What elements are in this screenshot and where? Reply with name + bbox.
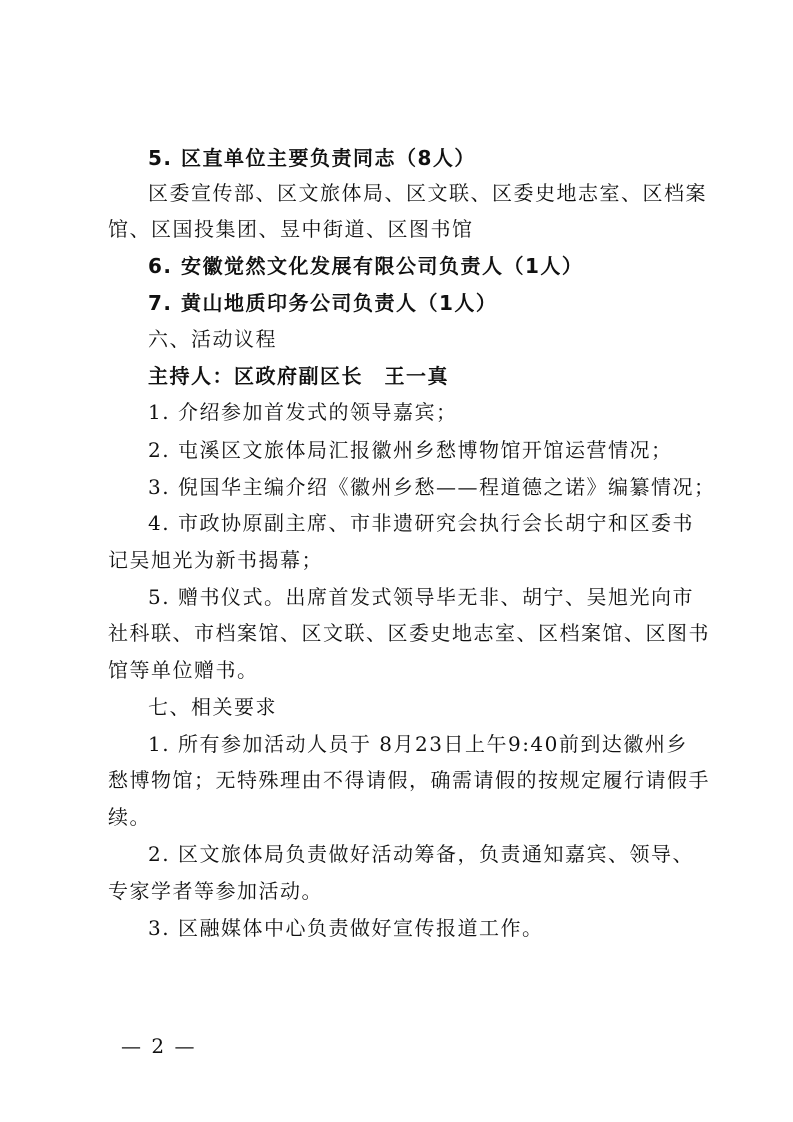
agenda-heading: 六、活动议程 xyxy=(148,327,277,351)
page-number: — 2 — xyxy=(121,1034,197,1058)
agenda-item-5-line-2: 社科联、市档案馆、区文联、区委史地志室、区档案馆、区图书 xyxy=(108,621,710,645)
requirement-1-line-3: 续。 xyxy=(108,805,151,829)
agenda-item-3: 3. 倪国华主编介绍《徽州乡愁——程道德之诺》编纂情况； xyxy=(148,475,716,499)
section-7-heading: 7. 黄山地质印务公司负责人（1人） xyxy=(148,291,498,315)
agenda-item-1: 1. 介绍参加首发式的领导嘉宾； xyxy=(148,400,458,424)
requirement-1-line-1: 1. 所有参加活动人员于 8月23日上午9:40前到达徽州乡 xyxy=(148,732,688,756)
requirement-2-line-2: 专家学者等参加活动。 xyxy=(108,879,323,903)
requirements-heading: 七、相关要求 xyxy=(148,695,277,719)
section-6-heading: 6. 安徽觉然文化发展有限公司负责人（1人） xyxy=(148,254,584,278)
requirement-2-line-1: 2. 区文旅体局负责做好活动筹备，负责通知嘉宾、领导、 xyxy=(148,842,694,866)
host-line: 主持人：区政府副区长 王一真 xyxy=(148,364,449,388)
agenda-item-4-line-2: 记吴旭光为新书揭幕； xyxy=(108,548,323,572)
requirement-3: 3. 区融媒体中心负责做好宣传报道工作。 xyxy=(148,916,544,940)
agenda-item-4-line-1: 4. 市政协原副主席、市非遗研究会执行会长胡宁和区委书 xyxy=(148,511,694,535)
agenda-item-5-line-1: 5. 赠书仪式。出席首发式领导毕无非、胡宁、吴旭光向市 xyxy=(148,585,694,609)
section-5-body-line-2: 馆、区国投集团、昱中街道、区图书馆 xyxy=(108,217,474,241)
section-5-body-line-1: 区委宣传部、区文旅体局、区文联、区委史地志室、区档案 xyxy=(148,181,707,205)
agenda-item-5-line-3: 馆等单位赠书。 xyxy=(108,658,259,682)
section-5-heading: 5. 区直单位主要负责同志（8人） xyxy=(148,146,476,170)
requirement-1-line-2: 愁博物馆；无特殊理由不得请假，确需请假的按规定履行请假手 xyxy=(108,768,710,792)
agenda-item-2: 2. 屯溪区文旅体局汇报徽州乡愁博物馆开馆运营情况； xyxy=(148,438,673,462)
